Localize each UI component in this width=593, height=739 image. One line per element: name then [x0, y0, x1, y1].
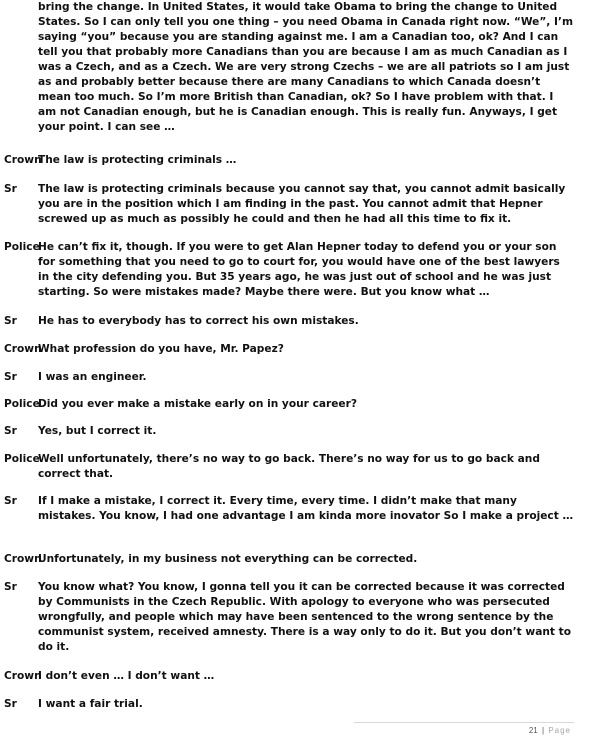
transcript-entry: [0, 342, 574, 357]
entry-text: Did you ever make a mistake early on in your career?: [38, 398, 357, 410]
speaker-label: Sr: [4, 371, 17, 383]
transcript-entry: [0, 452, 574, 482]
speaker-label: Sr: [4, 425, 17, 437]
speaker-label: Sr: [4, 315, 17, 327]
entry-text: What profession do you have, Mr. Papez?: [38, 343, 284, 355]
speaker-label: Police: [4, 453, 40, 465]
speaker-label: Police: [4, 398, 40, 410]
entry-text: I want a fair trial.: [38, 698, 143, 710]
transcript-entry: [0, 669, 574, 684]
speaker-label: Sr: [4, 581, 17, 593]
speaker-label: Sr: [4, 698, 17, 710]
page-word: Page: [548, 726, 571, 735]
speaker-label: Police: [4, 241, 40, 253]
entry-text: Unfortunately, in my business not everything can be corrected.: [38, 553, 418, 565]
transcript-entry: [0, 153, 574, 168]
transcript-entry: [0, 370, 574, 385]
footer-separator: |: [542, 726, 545, 735]
transcript-entry: [0, 397, 574, 412]
transcript-entry: [0, 494, 574, 524]
speaker-label: Sr: [4, 495, 17, 507]
transcript-entry: [0, 314, 574, 329]
entry-text: Well unfortunately, there’s no way to go back. There’s no way for us to go back and correct that.: [38, 453, 540, 480]
speaker-label: Crown: [4, 154, 42, 166]
entry-text: The law is protecting criminals because you cannot say that, you cannot admit basically you are in the position which I am finding in the past. You cannot admit that Hepner screwed up as much as possibly he could and then he had all this time to fix it.: [38, 183, 566, 225]
speaker-label: Sr: [4, 183, 17, 195]
transcript-entry: [0, 182, 574, 227]
transcript-entry: [0, 240, 574, 300]
speaker-label: Crown: [4, 670, 42, 682]
transcript-entry: [0, 552, 574, 567]
entry-text: Yes, but I correct it.: [38, 425, 157, 437]
entry-text: He has to everybody has to correct his own mistakes.: [38, 315, 359, 327]
entry-text: He can’t fix it, though. If you were to get Alan Hepner today to defend you or your son for something that you need to go to court for, you would have one of the best lawyers in the city defending you. But 35 years ago, he was just out of school and he was just starting. So were mistakes made? Maybe there were. But you know what …: [38, 241, 560, 298]
entry-text: bring the change. In United States, it would take Obama to bring the change to United States. So I can only tell you one thing – you need Obama in Canada right now. “We”, I’m saying “you” because you are standing against me. I am a Canadian too, ok? And I can tell you that probably more Canadians than you are because I am as much Canadian as I was a Czech, and as a Czech. We are very strong Czechs – we are all patriots so I am just as and probably better because there are many Canadians to which Canada doesn’t mean too much. So I’m more British than Canadian, ok? So I have problem with that. I am not Canadian enough, but he is Canadian enough. This is really fun. Anyways, I get your point. I can see …: [38, 1, 573, 133]
entry-text: I was an engineer.: [38, 371, 147, 383]
speaker-label: Crown: [4, 343, 42, 355]
page-number: 21: [528, 726, 538, 735]
page-footer: [529, 726, 571, 735]
entry-text: You know what? You know, I gonna tell you it can be corrected because it was corrected by Communists in the Czech Republic. With apology to everyone who was persecuted wrongfully, and people which may have been sentenced to the wrong sentence by the communist system, received amnesty. There is a way only to do it. But you don’t want to do it.: [38, 581, 572, 653]
speaker-label: Crown: [4, 553, 42, 565]
entry-text: I don’t even … I don’t want …: [38, 670, 215, 682]
transcript-entry-continuation: [0, 0, 574, 135]
transcript-entry: [0, 424, 574, 439]
footer-divider: [354, 722, 574, 723]
entry-text: If I make a mistake, I correct it. Every time, every time. I didn’t make that many mistakes. You know, I had one advantage I am kinda more inovator So I make a project …: [38, 495, 574, 522]
transcript-entry: [0, 697, 574, 712]
entry-text: The law is protecting criminals …: [38, 154, 237, 166]
transcript-entry: [0, 580, 574, 655]
